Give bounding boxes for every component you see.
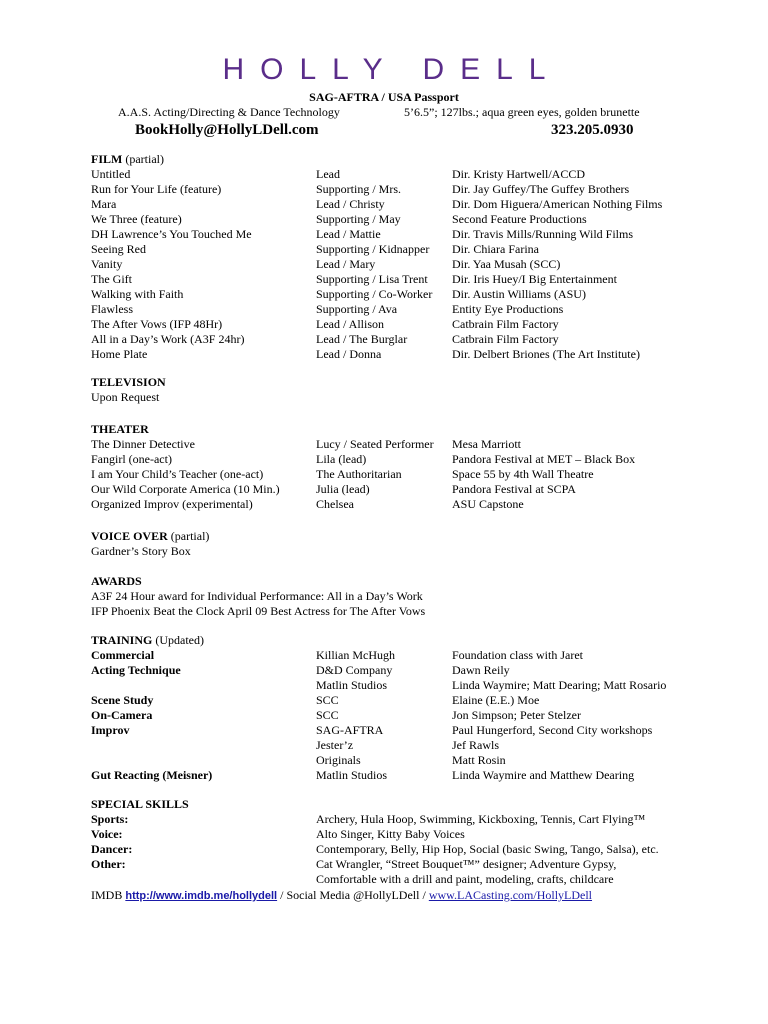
award-item: A3F 24 Hour award for Individual Performance: All in a Day’s Work <box>91 589 423 603</box>
credit-row <box>91 317 741 332</box>
skill-row <box>91 827 741 842</box>
credit-title: We Three (feature) <box>91 212 182 226</box>
credit-company: Second Feature Productions <box>452 212 587 226</box>
skill-list: Archery, Hula Hoop, Swimming, Kickboxing, Tennis, Cart Flying™ <box>316 812 646 826</box>
credit-row <box>91 482 741 497</box>
credit-role: Supporting / Mrs. <box>316 182 402 196</box>
credit-role: Lead / Mattie <box>316 227 381 241</box>
credit-row <box>91 167 741 182</box>
credit-row <box>91 347 741 362</box>
skill-row <box>91 857 741 872</box>
skill-row <box>91 812 741 827</box>
section-heading-awards: AWARDS <box>91 574 142 588</box>
credit-title: The Dinner Detective <box>91 437 195 451</box>
skill-list: Contemporary, Belly, Hip Hop, Social (basic Swing, Tango, Salsa), etc. <box>316 842 659 856</box>
credit-company: Linda Waymire and Matthew Dearing <box>452 768 635 782</box>
social-media-text: / Social Media @HollyLDell / <box>277 888 429 902</box>
credit-title: Seeing Red <box>91 242 146 256</box>
credit-company: Dir. Jay Guffey/The Guffey Brothers <box>452 182 630 196</box>
credit-company: Catbrain Film Factory <box>452 332 559 346</box>
section-heading-training: TRAINING (Updated) <box>91 633 204 647</box>
credit-title: Run for Your Life (feature) <box>91 182 222 196</box>
credit-row <box>91 738 741 753</box>
credit-role: Lead / Mary <box>316 257 376 271</box>
credit-company: ASU Capstone <box>452 497 524 511</box>
television-section <box>91 375 741 405</box>
credit-role: Lead / Allison <box>316 317 384 331</box>
credit-role: SCC <box>316 693 339 707</box>
credit-company: Paul Hungerford, Second City workshops <box>452 723 653 737</box>
credit-row <box>91 708 741 723</box>
credit-company: Elaine (E.E.) Moe <box>452 693 540 707</box>
credit-role: Jester’z <box>316 738 354 752</box>
union-status: SAG-AFTRA / USA Passport <box>309 90 459 104</box>
section-heading-theater: THEATER <box>91 422 149 436</box>
skill-row <box>91 842 741 857</box>
credit-row <box>91 287 741 302</box>
credit-role: Matlin Studios <box>316 768 388 782</box>
credit-title: Commercial <box>91 648 155 662</box>
credit-company: Pandora Festival at SCPA <box>452 482 576 496</box>
credit-title: DH Lawrence’s You Touched Me <box>91 227 252 241</box>
skill-category: Voice: <box>91 827 123 841</box>
education-line: A.A.S. Acting/Directing & Dance Technology <box>118 105 340 119</box>
credit-row <box>91 693 741 708</box>
credit-title: Organized Improv (experimental) <box>91 497 253 511</box>
credit-title: Improv <box>91 723 130 737</box>
skill-category: Other: <box>91 857 126 871</box>
credit-title: The Gift <box>91 272 132 286</box>
credit-company: Dawn Reily <box>452 663 510 677</box>
credit-role: Julia (lead) <box>316 482 370 496</box>
credit-row <box>91 753 741 768</box>
credit-row <box>91 302 741 317</box>
credit-row <box>91 663 741 678</box>
credit-row <box>91 272 741 287</box>
phone-contact[interactable]: 323.205.0930 <box>551 122 634 138</box>
voice-over-section <box>91 529 741 559</box>
credit-title: Gut Reacting (Meisner) <box>91 768 213 782</box>
credit-title: The After Vows (IFP 48Hr) <box>91 317 223 331</box>
credit-role: Originals <box>316 753 361 767</box>
credit-title: Our Wild Corporate America (10 Min.) <box>91 482 280 496</box>
credit-row <box>91 242 741 257</box>
credit-company: Jef Rawls <box>452 738 499 752</box>
theater-section <box>91 422 741 512</box>
credit-role: Lucy / Seated Performer <box>316 437 434 451</box>
imdb-label: IMDB <box>91 888 126 902</box>
credit-role: SAG-AFTRA <box>316 723 384 737</box>
credit-role: Supporting / Co-Worker <box>316 287 433 301</box>
credit-role: D&D Company <box>316 663 393 677</box>
credit-row <box>91 227 741 242</box>
footer-links <box>91 888 592 904</box>
credit-company: Dir. Yaa Musah (SCC) <box>452 257 561 271</box>
training-section <box>91 633 741 783</box>
credit-title: On-Camera <box>91 708 153 722</box>
credit-role: Matlin Studios <box>316 678 388 692</box>
film-section <box>91 152 741 362</box>
section-heading-film: FILM (partial) <box>91 152 164 166</box>
actor-name: HOLLY DELL <box>222 53 562 86</box>
skill-list: Alto Singer, Kitty Baby Voices <box>316 827 465 841</box>
credit-row <box>91 497 741 512</box>
credit-role: Killian McHugh <box>316 648 395 662</box>
credit-row <box>91 723 741 738</box>
credit-role: SCC <box>316 708 339 722</box>
credit-company: Space 55 by 4th Wall Theatre <box>452 467 594 481</box>
credit-company: Dir. Dom Higuera/American Nothing Films <box>452 197 663 211</box>
physical-stats: 5’6.5”; 127lbs.; aqua green eyes, golden brunette <box>404 105 640 119</box>
credit-company: Foundation class with Jaret <box>452 648 583 662</box>
credit-row <box>91 437 741 452</box>
credit-title: Acting Technique <box>91 663 181 677</box>
credit-row <box>91 197 741 212</box>
credit-row <box>91 648 741 663</box>
section-heading-voice-over: VOICE OVER (partial) <box>91 529 210 543</box>
email-contact[interactable]: BookHolly@HollyLDell.com <box>135 122 319 138</box>
credit-title: I am Your Child’s Teacher (one-act) <box>91 467 264 481</box>
credit-company: Jon Simpson; Peter Stelzer <box>452 708 581 722</box>
credit-row <box>91 768 741 783</box>
credit-role: Supporting / Lisa Trent <box>316 272 428 286</box>
credit-company: Matt Rosin <box>452 753 506 767</box>
credit-title: All in a Day’s Work (A3F 24hr) <box>91 332 245 346</box>
credit-row <box>91 467 741 482</box>
credit-title: Untitled <box>91 167 131 181</box>
credit-role: Chelsea <box>316 497 354 511</box>
credit-company: Dir. Chiara Farina <box>452 242 539 256</box>
credit-company: Dir. Kristy Hartwell/ACCD <box>452 167 585 181</box>
credit-row <box>91 257 741 272</box>
section-heading-television: TELEVISION <box>91 375 166 389</box>
imdb-link[interactable]: http://www.imdb.me/hollydell <box>125 890 278 902</box>
special-skills-section <box>91 797 741 887</box>
skill-category: Sports: <box>91 812 129 826</box>
credit-role: The Authoritarian <box>316 467 402 481</box>
credit-company: Dir. Travis Mills/Running Wild Films <box>452 227 634 241</box>
television-text: Upon Request <box>91 390 160 404</box>
skill-list: Cat Wrangler, “Street Bouquet™” designer; Adventure Gypsy, <box>316 857 617 871</box>
awards-section <box>91 574 741 619</box>
skill-category: Dancer: <box>91 842 133 856</box>
credit-company: Dir. Austin Williams (ASU) <box>452 287 586 301</box>
award-item: IFP Phoenix Beat the Clock April 09 Best Actress for The After Vows <box>91 604 426 618</box>
credit-title: Scene Study <box>91 693 154 707</box>
credit-role: Lead <box>316 167 340 181</box>
voice-over-text: Gardner’s Story Box <box>91 544 191 558</box>
credit-title: Flawless <box>91 302 133 316</box>
credit-role: Supporting / Kidnapper <box>316 242 430 256</box>
credit-row <box>91 332 741 347</box>
credit-row <box>91 182 741 197</box>
credit-company: Entity Eye Productions <box>452 302 564 316</box>
credit-role: Lead / Christy <box>316 197 385 211</box>
skill-row <box>91 872 741 887</box>
credit-row <box>91 212 741 227</box>
credit-title: Vanity <box>91 257 123 271</box>
credit-role: Lila (lead) <box>316 452 367 466</box>
credit-title: Home Plate <box>91 347 148 361</box>
credit-company: Dir. Delbert Briones (The Art Institute) <box>452 347 640 361</box>
credit-company: Pandora Festival at MET – Black Box <box>452 452 636 466</box>
credit-role: Lead / Donna <box>316 347 382 361</box>
credit-company: Dir. Iris Huey/I Big Entertainment <box>452 272 617 286</box>
credit-row <box>91 452 741 467</box>
credit-company: Mesa Marriott <box>452 437 521 451</box>
credit-role: Supporting / Ava <box>316 302 398 316</box>
credit-company: Catbrain Film Factory <box>452 317 559 331</box>
skill-list: Comfortable with a drill and paint, modeling, crafts, childcare <box>316 872 614 886</box>
credit-title: Fangirl (one-act) <box>91 452 172 466</box>
credit-role: Supporting / May <box>316 212 401 226</box>
lacasting-link[interactable]: www.LACasting.com/HollyLDell <box>428 888 593 902</box>
section-heading-special-skills: SPECIAL SKILLS <box>91 797 189 811</box>
credit-company: Linda Waymire; Matt Dearing; Matt Rosario <box>452 678 667 692</box>
credit-role: Lead / The Burglar <box>316 332 408 346</box>
credit-title: Walking with Faith <box>91 287 184 301</box>
credit-title: Mara <box>91 197 117 211</box>
credit-row <box>91 678 741 693</box>
